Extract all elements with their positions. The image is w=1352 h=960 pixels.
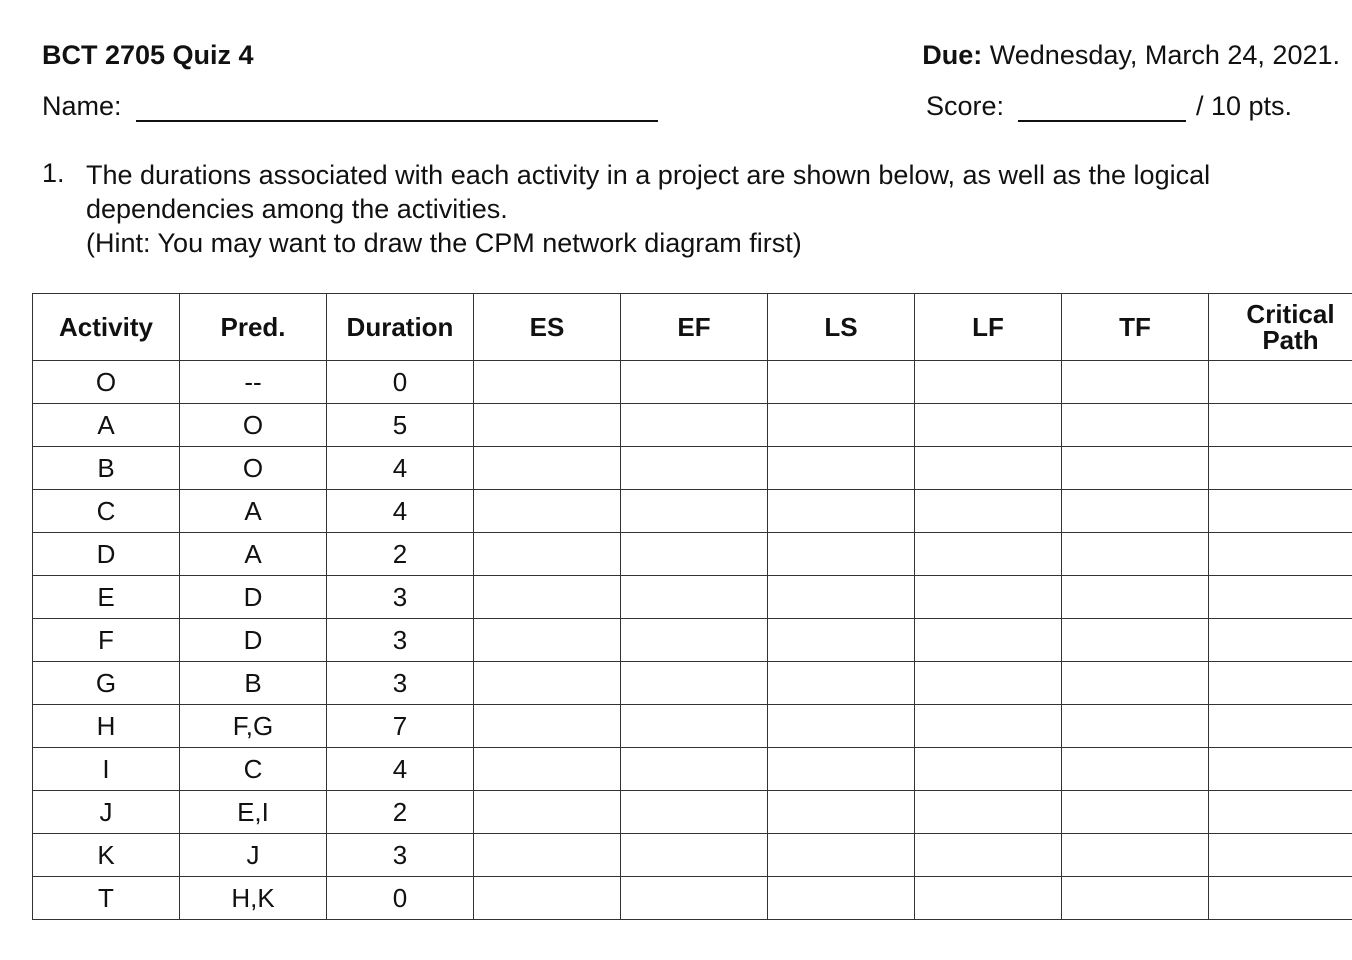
cell-lf-blank[interactable] (915, 705, 1062, 748)
cell-duration: 2 (327, 533, 474, 576)
cell-ef-blank[interactable] (621, 404, 768, 447)
cell-pred: B (180, 662, 327, 705)
header-activity: Activity (33, 294, 180, 361)
table-row (33, 576, 1352, 619)
cell-pred: F,G (180, 705, 327, 748)
cell-ef-blank[interactable] (621, 447, 768, 490)
score-total: / 10 pts. (1196, 91, 1293, 121)
cell-tf-blank[interactable] (1062, 576, 1209, 619)
cell-lf-blank[interactable] (915, 619, 1062, 662)
cell-critical-blank[interactable] (1209, 662, 1352, 705)
cell-es-blank[interactable] (474, 791, 621, 834)
cell-ef-blank[interactable] (621, 533, 768, 576)
question-number: 1. (42, 158, 65, 188)
cell-ls-blank[interactable] (768, 361, 915, 404)
cell-ef-blank[interactable] (621, 490, 768, 533)
cell-ls-blank[interactable] (768, 490, 915, 533)
cell-activity: C (33, 490, 180, 533)
cell-lf-blank[interactable] (915, 404, 1062, 447)
cell-activity: E (33, 576, 180, 619)
due-date-value: Wednesday, March 24, 2021. (989, 40, 1340, 70)
cell-ls-blank[interactable] (768, 748, 915, 791)
cell-lf-blank[interactable] (915, 662, 1062, 705)
cell-lf-blank[interactable] (915, 791, 1062, 834)
cell-duration: 7 (327, 705, 474, 748)
cell-critical-blank[interactable] (1209, 490, 1352, 533)
cell-duration: 5 (327, 404, 474, 447)
header-pred: Pred. (180, 294, 327, 361)
cell-lf-blank[interactable] (915, 490, 1062, 533)
table-row (33, 619, 1352, 662)
table-row (33, 791, 1352, 834)
cell-ls-blank[interactable] (768, 791, 915, 834)
cell-es-blank[interactable] (474, 619, 621, 662)
cell-lf-blank[interactable] (915, 576, 1062, 619)
cell-tf-blank[interactable] (1062, 490, 1209, 533)
cell-ef-blank[interactable] (621, 748, 768, 791)
due-label: Due: (922, 40, 983, 70)
cell-activity: A (33, 404, 180, 447)
cpm-table (32, 293, 1352, 920)
cell-pred: O (180, 447, 327, 490)
cell-lf-blank[interactable] (915, 877, 1062, 920)
score-field-line[interactable] (1018, 120, 1186, 122)
cell-es-blank[interactable] (474, 877, 621, 920)
table-row (33, 705, 1352, 748)
cell-pred: E,I (180, 791, 327, 834)
table-row (33, 490, 1352, 533)
score-label: Score: (926, 91, 1005, 121)
cell-duration: 3 (327, 834, 474, 877)
header-duration: Duration (327, 294, 474, 361)
cell-activity: I (33, 748, 180, 791)
cell-tf-blank[interactable] (1062, 662, 1209, 705)
cell-tf-blank[interactable] (1062, 791, 1209, 834)
cell-activity: G (33, 662, 180, 705)
cell-activity: J (33, 791, 180, 834)
cell-ef-blank[interactable] (621, 877, 768, 920)
cell-duration: 4 (327, 748, 474, 791)
table-row (33, 662, 1352, 705)
cell-es-blank[interactable] (474, 447, 621, 490)
cell-pred: A (180, 490, 327, 533)
cell-es-blank[interactable] (474, 404, 621, 447)
cell-activity: T (33, 877, 180, 920)
cell-pred: C (180, 748, 327, 791)
cell-pred: A (180, 533, 327, 576)
table-row (33, 447, 1352, 490)
name-label: Name: (42, 91, 122, 121)
table-row (33, 361, 1352, 404)
cell-lf-blank[interactable] (915, 748, 1062, 791)
cell-critical-blank[interactable] (1209, 748, 1352, 791)
cell-critical-blank[interactable] (1209, 576, 1352, 619)
name-field-line[interactable] (136, 120, 658, 122)
cell-ef-blank[interactable] (621, 791, 768, 834)
cell-critical-blank[interactable] (1209, 619, 1352, 662)
cell-tf-blank[interactable] (1062, 404, 1209, 447)
cell-critical-blank[interactable] (1209, 361, 1352, 404)
cell-activity: D (33, 533, 180, 576)
cell-ls-blank[interactable] (768, 447, 915, 490)
question-line-2: dependencies among the activities. (86, 194, 508, 224)
header-critical-line2: Path (1262, 325, 1319, 355)
cell-es-blank[interactable] (474, 533, 621, 576)
cell-duration: 0 (327, 877, 474, 920)
cell-pred: O (180, 404, 327, 447)
cell-es-blank[interactable] (474, 662, 621, 705)
cell-duration: 0 (327, 361, 474, 404)
cell-pred: H,K (180, 877, 327, 920)
cell-critical-blank[interactable] (1209, 404, 1352, 447)
cell-duration: 3 (327, 662, 474, 705)
cell-ls-blank[interactable] (768, 705, 915, 748)
cell-tf-blank[interactable] (1062, 834, 1209, 877)
cell-activity: H (33, 705, 180, 748)
table-header-row (33, 294, 1352, 361)
cell-ls-blank[interactable] (768, 619, 915, 662)
header-es: ES (474, 294, 621, 361)
cell-critical-blank[interactable] (1209, 791, 1352, 834)
header-tf: TF (1062, 294, 1209, 361)
cell-ef-blank[interactable] (621, 662, 768, 705)
course-title: BCT 2705 Quiz 4 (42, 40, 254, 70)
cell-pred: D (180, 576, 327, 619)
table-row (33, 877, 1352, 920)
cell-duration: 3 (327, 576, 474, 619)
cell-ls-blank[interactable] (768, 877, 915, 920)
cell-critical-blank[interactable] (1209, 705, 1352, 748)
cell-ls-blank[interactable] (768, 404, 915, 447)
cell-tf-blank[interactable] (1062, 361, 1209, 404)
header-ef: EF (621, 294, 768, 361)
cell-es-blank[interactable] (474, 576, 621, 619)
cell-es-blank[interactable] (474, 490, 621, 533)
cell-ef-blank[interactable] (621, 619, 768, 662)
header-critical-line1: Critical (1246, 299, 1335, 329)
cell-critical-blank[interactable] (1209, 447, 1352, 490)
cell-critical-blank[interactable] (1209, 834, 1352, 877)
cell-pred: J (180, 834, 327, 877)
cell-es-blank[interactable] (474, 361, 621, 404)
table-row (33, 533, 1352, 576)
cell-tf-blank[interactable] (1062, 748, 1209, 791)
cell-tf-blank[interactable] (1062, 705, 1209, 748)
cell-ef-blank[interactable] (621, 361, 768, 404)
table-row (33, 834, 1352, 877)
table-row (33, 404, 1352, 447)
cell-ls-blank[interactable] (768, 576, 915, 619)
cell-tf-blank[interactable] (1062, 619, 1209, 662)
cell-activity: B (33, 447, 180, 490)
cell-activity: F (33, 619, 180, 662)
cell-ls-blank[interactable] (768, 662, 915, 705)
cell-es-blank[interactable] (474, 705, 621, 748)
cell-ef-blank[interactable] (621, 576, 768, 619)
cell-pred: -- (180, 361, 327, 404)
cell-activity: O (33, 361, 180, 404)
cell-activity: K (33, 834, 180, 877)
cell-tf-blank[interactable] (1062, 447, 1209, 490)
cell-duration: 2 (327, 791, 474, 834)
cell-duration: 4 (327, 490, 474, 533)
cell-lf-blank[interactable] (915, 361, 1062, 404)
cell-es-blank[interactable] (474, 748, 621, 791)
header-ls: LS (768, 294, 915, 361)
cell-tf-blank[interactable] (1062, 877, 1209, 920)
header-critical-path (1209, 294, 1352, 361)
cell-critical-blank[interactable] (1209, 877, 1352, 920)
question-line-1: The durations associated with each activity in a project are shown below, as well as the logical (86, 160, 1211, 190)
table-body (33, 361, 1352, 920)
question-hint: (Hint: You may want to draw the CPM network diagram first) (86, 228, 802, 258)
cell-lf-blank[interactable] (915, 834, 1062, 877)
table-row (33, 748, 1352, 791)
cell-duration: 3 (327, 619, 474, 662)
cell-es-blank[interactable] (474, 834, 621, 877)
cell-duration: 4 (327, 447, 474, 490)
question-text (86, 158, 1326, 260)
due-date (922, 40, 1340, 71)
cell-ef-blank[interactable] (621, 834, 768, 877)
cell-tf-blank[interactable] (1062, 533, 1209, 576)
cell-lf-blank[interactable] (915, 447, 1062, 490)
header-lf: LF (915, 294, 1062, 361)
cell-pred: D (180, 619, 327, 662)
cell-ls-blank[interactable] (768, 834, 915, 877)
cell-lf-blank[interactable] (915, 533, 1062, 576)
cell-ef-blank[interactable] (621, 705, 768, 748)
cell-ls-blank[interactable] (768, 533, 915, 576)
cell-critical-blank[interactable] (1209, 533, 1352, 576)
